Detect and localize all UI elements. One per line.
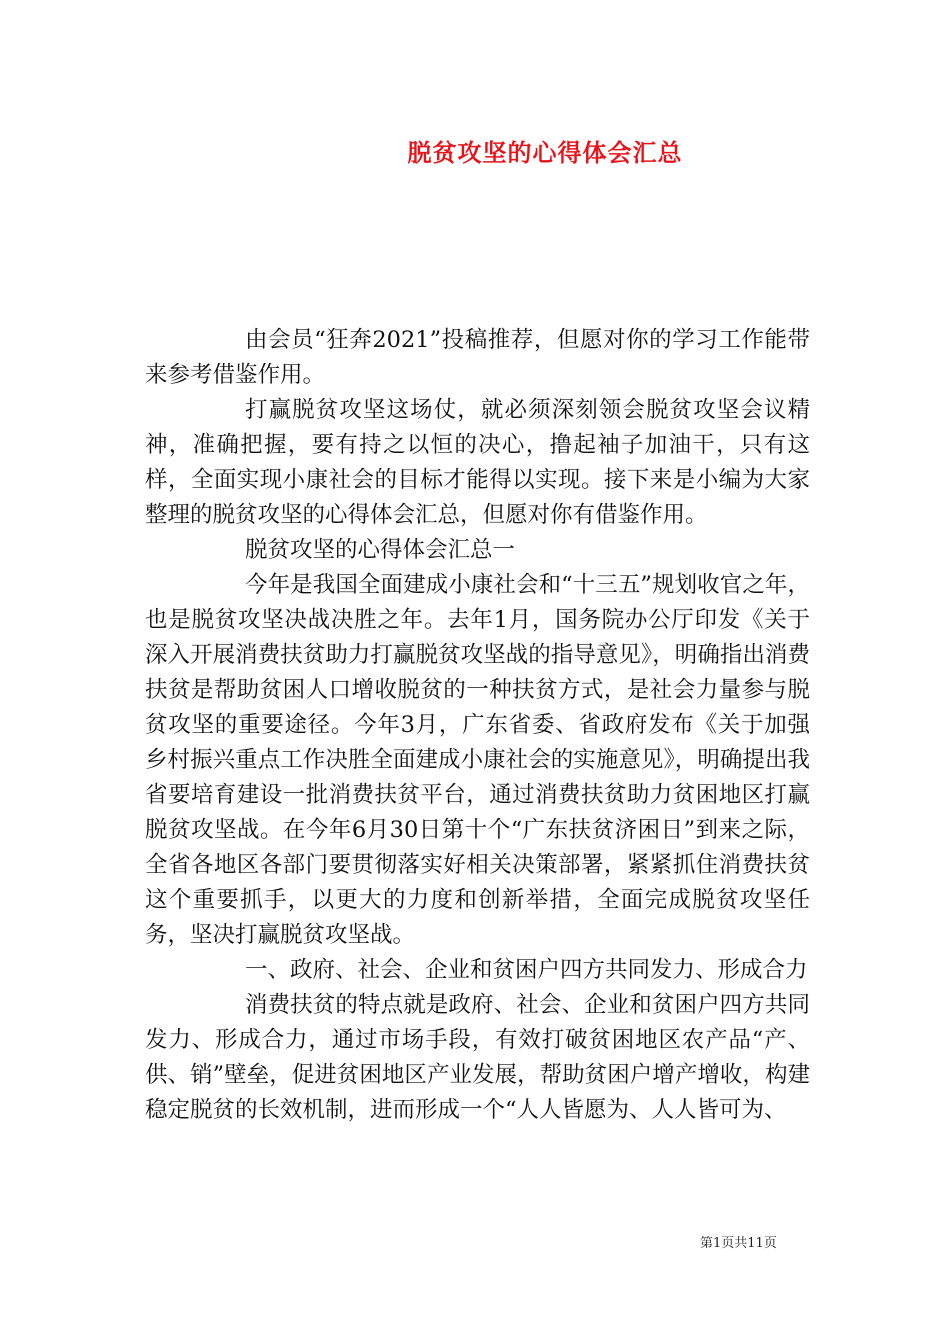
document-title: 脱贫攻坚的心得体会汇总: [407, 138, 683, 167]
page-number: 第1页共11页: [700, 1236, 777, 1251]
section-heading-1: 一、政府、社会、企业和贫困户四方共同发力、形成合力: [245, 957, 808, 983]
body-paragraph-2: 消费扶贫的特点就是政府、社会、企业和贫困户四方共同发力、形成合力，通过市场手段，有效打破贫困地区农产品“产、供、销”壁垒，促进贫困地区产业发展，帮助贫困户增产增收，构建稳定脱贫的长效机制，进而形成一个“人人皆愿为、人人皆可为、: [145, 992, 810, 1123]
summary-paragraph: 打赢脱贫攻坚这场仗，就必须深刻领会脱贫攻坚会议精神，准确把握，要有持之以恒的决心，撸起袖子加油干，只有这样，全面实现小康社会的目标才能得以实现。接下来是小编为大家整理的脱贫攻坚的心得体会汇总，但愿对你有借鉴作用。: [145, 397, 810, 528]
intro-paragraph: 由会员“狂奔2021”投稿推荐，但愿对你的学习工作能带来参考借鉴作用。: [145, 327, 810, 388]
section-title: 脱贫攻坚的心得体会汇总一: [245, 537, 516, 563]
body-paragraph-1: 今年是我国全面建成小康社会和“十三五”规划收官之年，也是脱贫攻坚决战决胜之年。去年1月，国务院办公厅印发《关于深入开展消费扶贫助力打赢脱贫攻坚战的指导意见》，明确指出消费扶贫是帮助贫困人口增收脱贫的一种扶贫方式，是社会力量参与脱贫攻坚的重要途径。今年3月，广东省委、省政府发布《关于加强乡村振兴重点工作决胜全面建成小康社会的实施意见》，明确提出我省要培育建设一批消费扶贫平台，通过消费扶贫助力贫困地区打赢脱贫攻坚战。在今年6月30日第十个“广东扶贫济困日”到来之际，全省各地区各部门要贯彻落实好相关决策部署，紧紧抓住消费扶贫这个重要抓手，以更大的力度和创新举措，全面完成脱贫攻坚任务，坚决打赢脱贫攻坚战。: [145, 572, 810, 948]
document-body: [145, 323, 810, 1128]
